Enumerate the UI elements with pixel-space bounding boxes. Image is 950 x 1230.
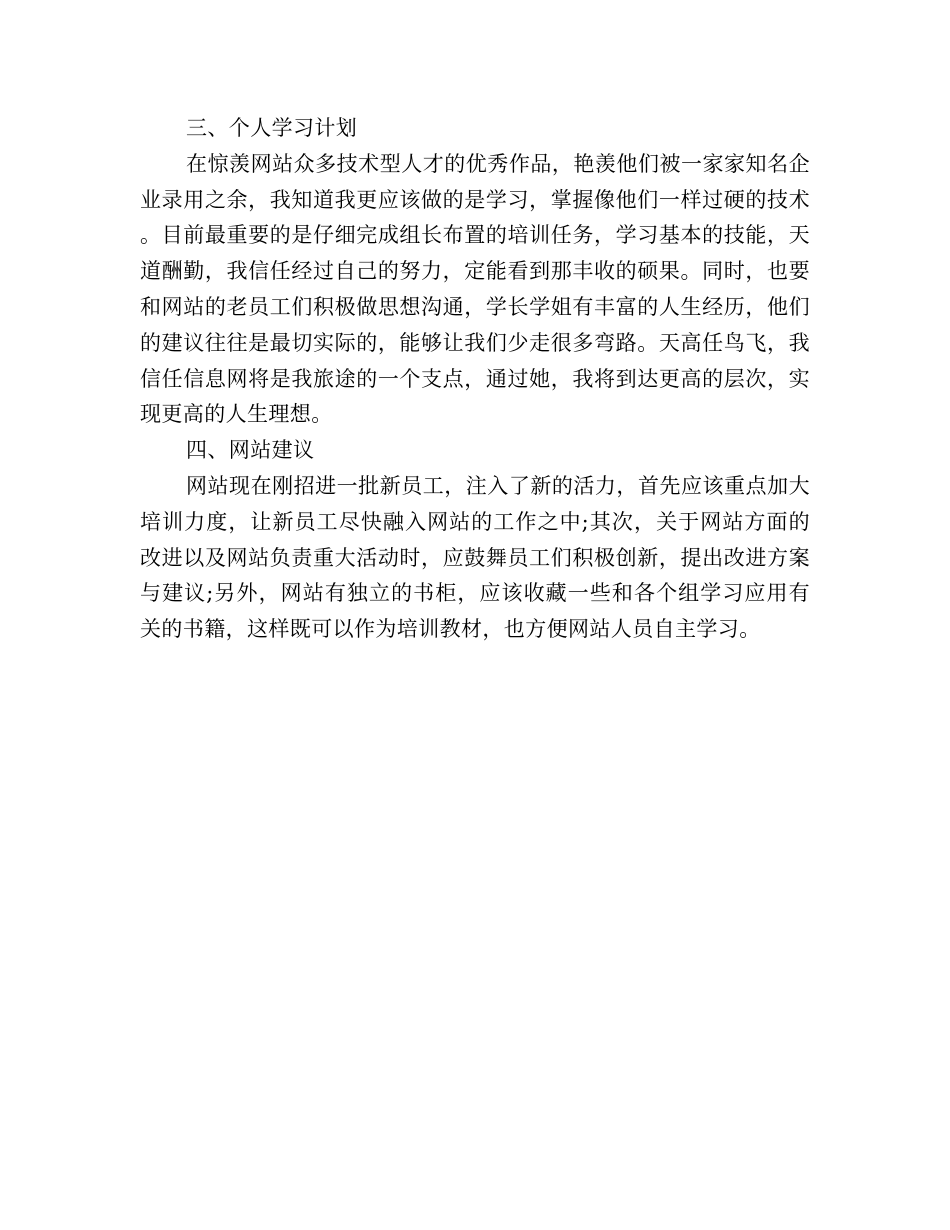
document-body: [140, 111, 810, 648]
section-paragraph-website-suggestions: 网站现在刚招进一批新员工，注入了新的活力，首先应该重点加大培训力度，让新员工尽快融入网站的工作之中;其次，关于网站方面的改进以及网站负责重大活动时，应鼓舞员工们积极创新，提出改进方案与建议;另外，网站有独立的书柜，应该收藏一些和各个组学习应用有关的书籍，这样既可以作为培训教材，也方便网站人员自主学习。: [140, 473, 810, 642]
section-paragraph-learning-plan: 在惊羡网站众多技术型人才的优秀作品，艳羡他们被一家家知名企业录用之余，我知道我更应该做的是学习，掌握像他们一样过硬的技术。目前最重要的是仔细完成组长布置的培训任务，学习基本的技能，天道酬勤，我信任经过自己的努力，定能看到那丰收的硕果。同时，也要和网站的老员工们积极做思想沟通，学长学姐有丰富的人生经历，他们的建议往往是最切实际的，能够让我们少走很多弯路。天高任鸟飞，我信任信息网将是我旅途的一个支点，通过她，我将到达更高的层次，实现更高的人生理想。: [140, 151, 810, 427]
section-heading-learning-plan: 三、个人学习计划: [186, 116, 358, 140]
section-heading-website-suggestions: 四、网站建议: [186, 438, 315, 463]
